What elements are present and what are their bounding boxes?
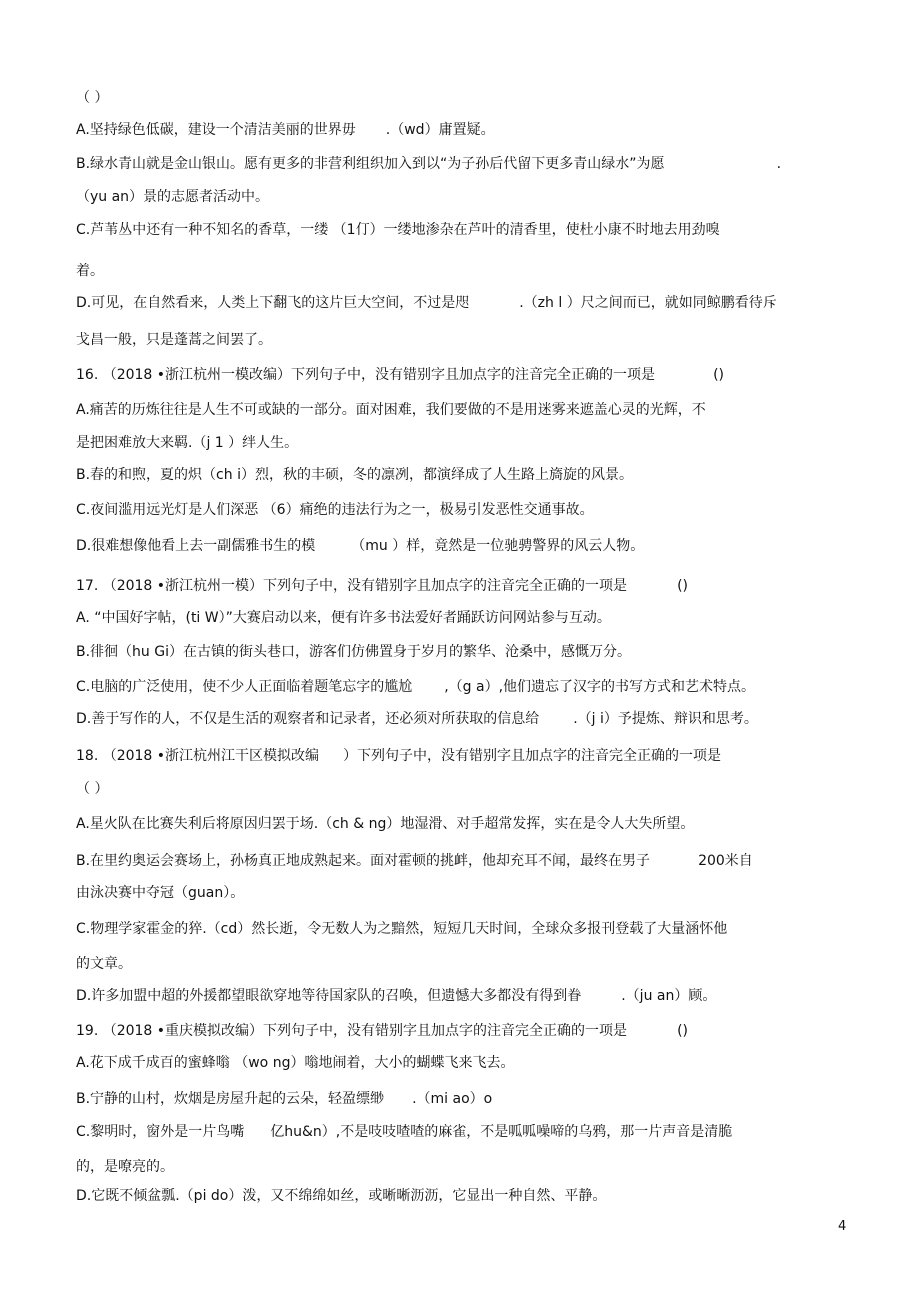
q17-option-c: C.电脑的广泛使用，使不少人正面临着题笔忘字的尴尬 ,（g a）,他们遗忘了汉字的书写方式和艺术特点。	[76, 679, 756, 695]
q15-option-d-cont: 戈昌一般，只是蓬蒿之间罢了。	[76, 332, 272, 348]
q19-option-d: D.它既不倾盆瓢.（pi do）泼，又不绵绵如丝，或晰晰沥沥，它显出一种自然、平静。	[76, 1188, 607, 1204]
q16-option-a: A.痛苦的历炼往往是人生不可或缺的一部分。面对困难，我们要做的不是用迷雾来遮盖心灵的光辉，不	[76, 402, 706, 418]
q18-option-d: D.许多加盟中超的外援都望眼欲穿地等待国家队的召唤，但遗憾大多都没有得到眷 .（ju an）顾。	[76, 988, 717, 1004]
page-number: 4	[838, 1219, 847, 1234]
q18-option-c: C.物理学家霍金的猝.（cd）然长逝，令无数人为之黯然，短短几天时间，全球众多报刊登载了大量涵怀他	[76, 921, 728, 937]
q16-stem: 16. （2018 •浙江杭州一模改编）下列句子中，没有错别字且加点字的注音完全正确的一项是 ()	[76, 367, 724, 383]
q19-option-a: A.花下成千成百的蜜蜂嗡 （wo ng）嗡地闹着，大小的蝴蝶飞来飞去。	[76, 1055, 515, 1071]
q17-answer-paren: ()	[677, 578, 688, 594]
q19-option-b: B.宁静的山村，炊烟是房屋升起的云朵，轻盈缥缈 .（mi ao）o	[76, 1091, 493, 1107]
q16-answer-paren: ()	[713, 367, 724, 383]
q17-option-a: A. “中国好字帖，(ti W）”大赛启动以来，便有许多书法爱好者踊跃访问网站参与互动。	[76, 610, 611, 626]
q18-option-c-cont: 的文章。	[76, 956, 132, 972]
q17-option-b: B.徘徊（hu Gi）在古镇的街头巷口，游客们仿佛置身于岁月的繁华、沧桑中，感慨万分。	[76, 644, 631, 660]
q16-option-c: C.夜间滥用远光灯是人们深恶 （6）痛绝的违法行为之一，极易引发恶性交通事故。	[76, 502, 594, 518]
q18-option-b: B.在里约奥运会赛场上，孙杨真正地成熟起来。面对霍顿的挑衅，他却充耳不闻，最终在男子 200米自	[76, 853, 753, 869]
q15-answer-paren: （ ）	[76, 90, 109, 106]
q15-option-c: C.芦苇丛中还有一种不知名的香草，一缕 （1仃）一缕地渗杂在芦叶的清香里，使杜小康不时地去用劲嗅	[76, 222, 720, 238]
q16-option-a-cont: 是把困难放大来羁.（j 1 ）绊人生。	[76, 435, 299, 451]
q19-option-c: C.黎明时，窗外是一片鸟嘴 亿hu&n）,不是吱吱喳喳的麻雀，不是呱呱噪啼的乌鸦，那一片声音是清脆	[76, 1124, 733, 1140]
q17-option-d: D.善于写作的人，不仅是生活的观察者和记录者，还必须对所获取的信息给 .（j i）予提炼、辩识和思考。	[76, 711, 758, 727]
q19-option-c-cont: 的，是嘹亮的。	[76, 1159, 174, 1175]
q18-option-a: A.星火队在比赛失利后将原因归罢于场.（ch & ng）地湿滑、对手超常发挥，实在是令人大失所望。	[76, 816, 695, 832]
q15-option-a: A.坚持绿色低碳，建设一个清洁美丽的世界毋 .（wd）庸置疑。	[76, 122, 495, 138]
q15-option-b: B.绿水青山就是金山银山。愿有更多的非营利组织加入到以“为子孙后代留下更多青山绿水”为愿 .	[76, 156, 782, 172]
q16-option-d: D.很难想像他看上去一副儒雅书生的模 （mu ）样，竟然是一位驰骋警界的风云人物。	[76, 538, 645, 554]
q16-option-b: B.春的和煦，夏的炽（ch i）烈，秋的丰硕，冬的凛冽，都演绎成了人生路上旖旋的风景。	[76, 467, 633, 483]
q19-stem: 19. （2018 •重庆模拟改编）下列句子中，没有错别字且加点字的注音完全正确的一项是 ()	[76, 1023, 688, 1039]
q15-option-d: D.可见，在自然看来，人类上下翻飞的这片巨大空间，不过是咫 .（zh l ）尺之间而已，就如同鲸鹏看待斥	[76, 295, 777, 311]
q15-option-b-cont: （yu an）景的志愿者活动中。	[76, 189, 270, 205]
q19-answer-paren: ()	[677, 1023, 688, 1039]
q18-option-b-cont: 由泳决赛中夺冠（guan）。	[76, 885, 245, 901]
q18-answer-paren: （ ）	[76, 781, 109, 797]
q17-stem: 17. （2018 •浙江杭州一模）下列句子中，没有错别字且加点字的注音完全正确的一项是 ()	[76, 578, 688, 594]
q15-option-c-cont: 着。	[76, 263, 104, 279]
q18-stem: 18. （2018 •浙江杭州江干区模拟改编 ）下列句子中，没有错别字且加点字的注音完全正确的一项是	[76, 748, 722, 764]
